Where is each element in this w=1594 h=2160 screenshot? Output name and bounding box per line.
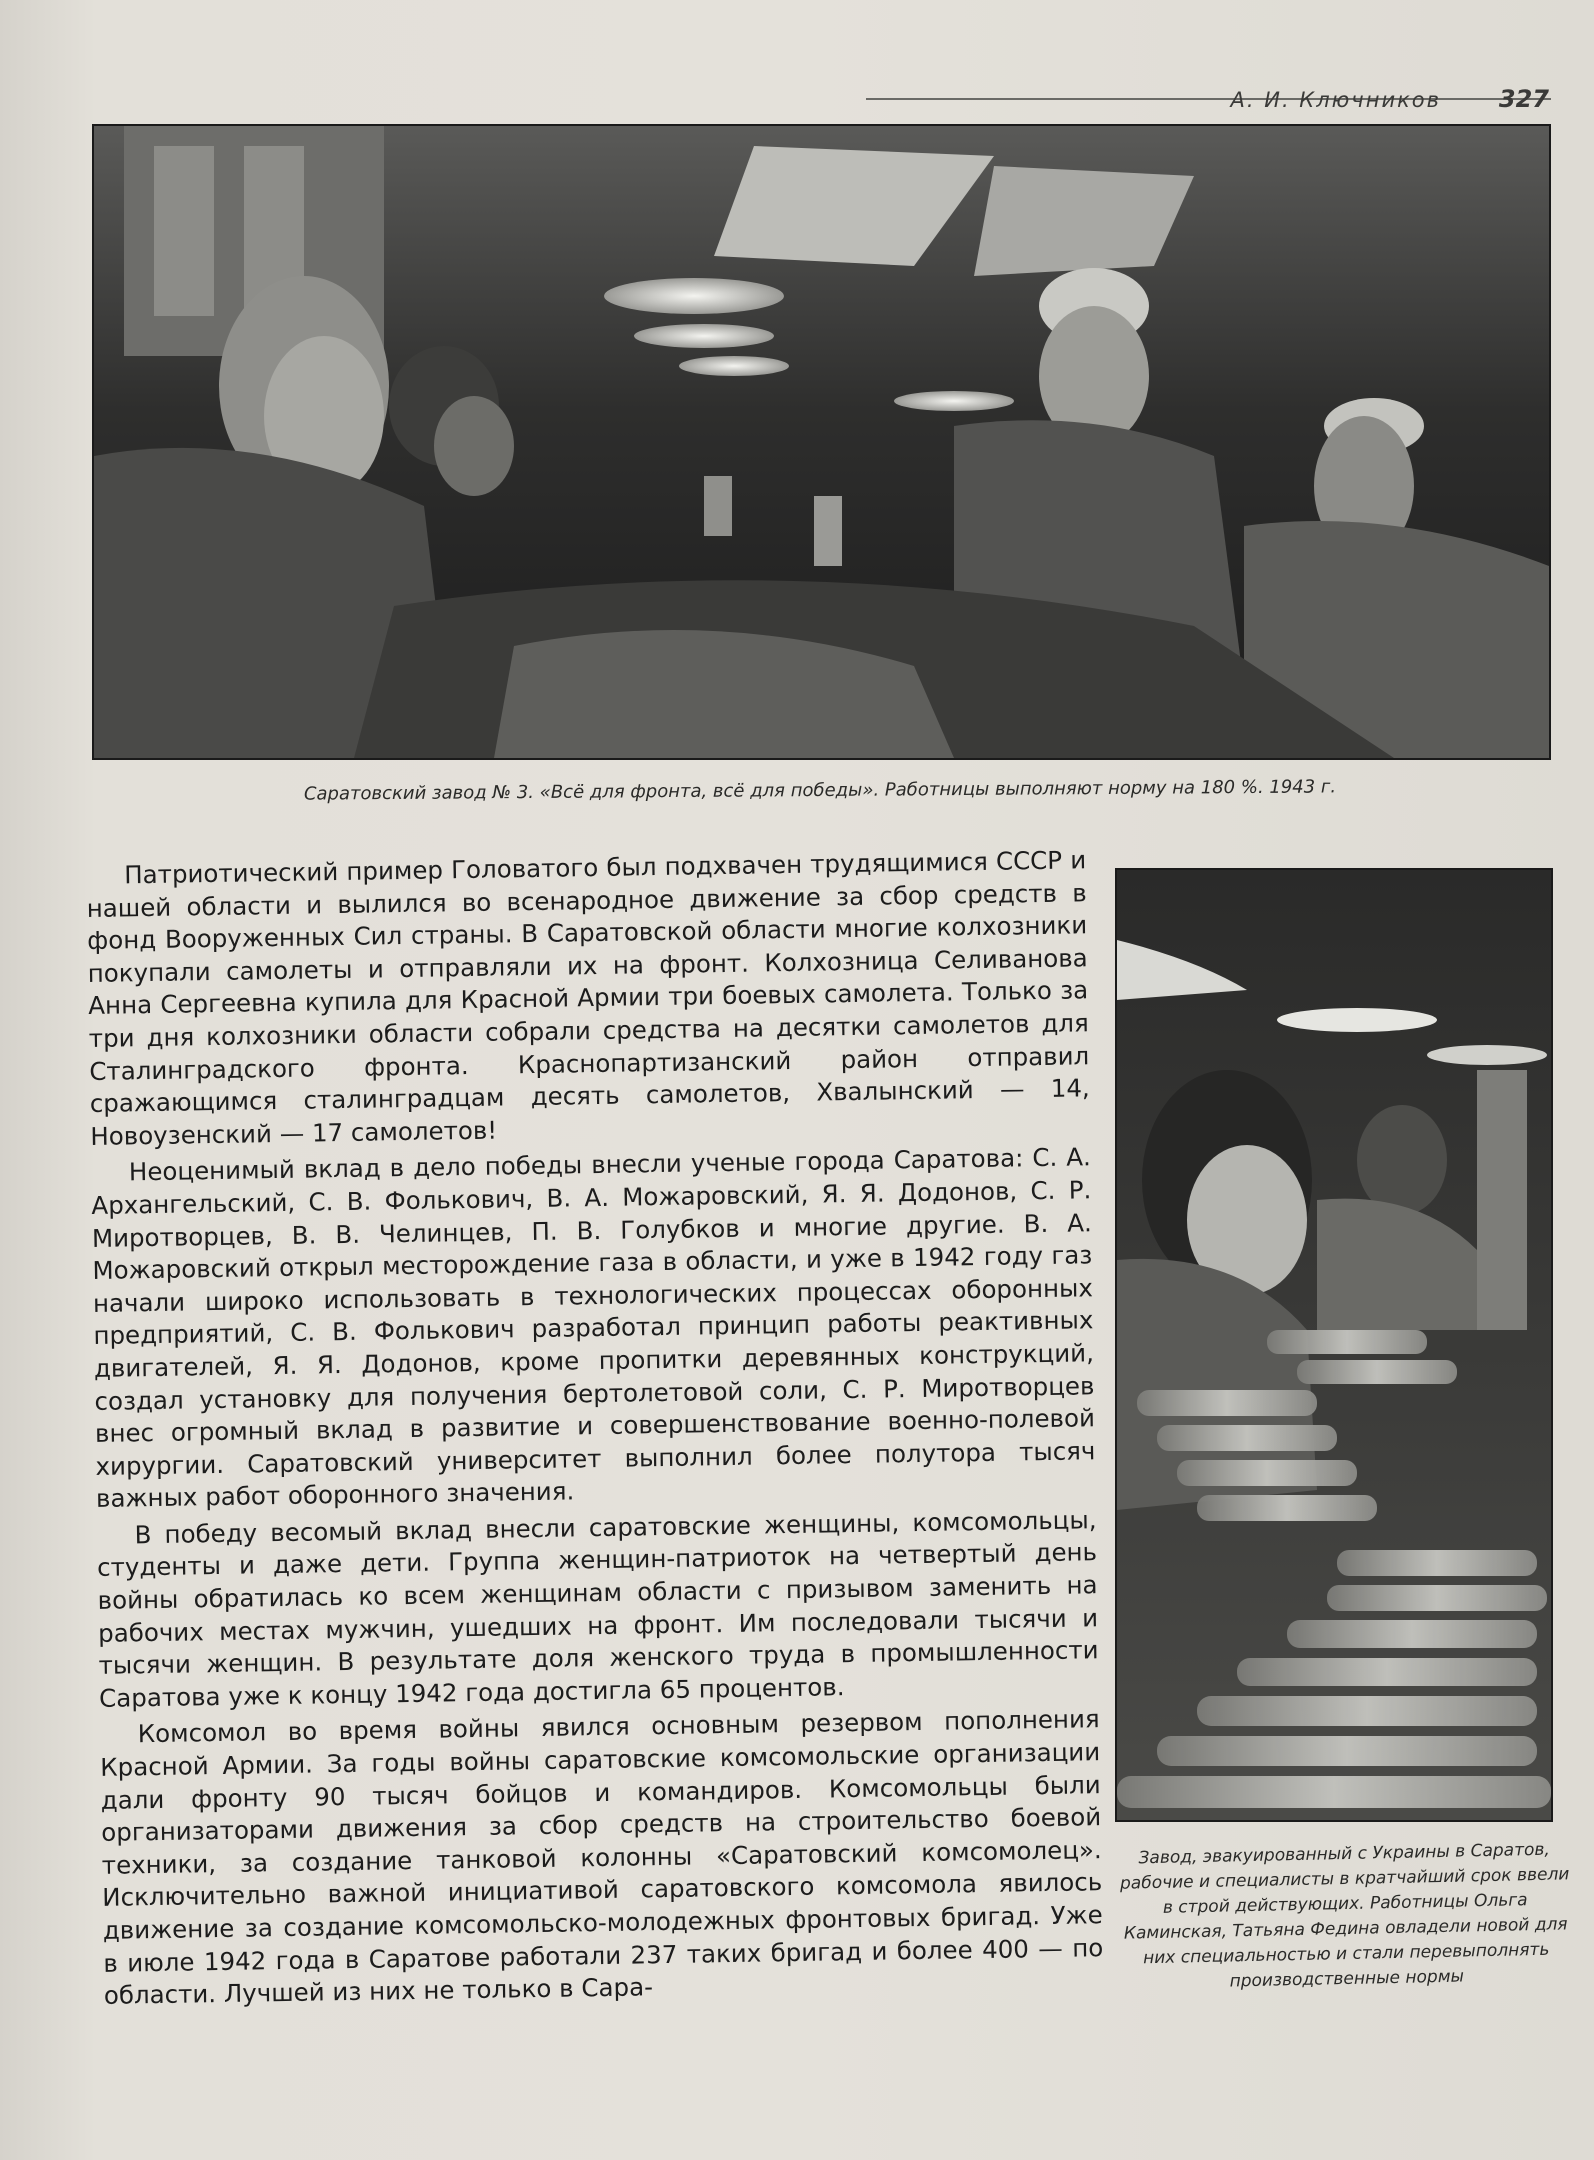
right-photo-image — [1117, 870, 1551, 1820]
right-photo — [1115, 868, 1553, 1822]
running-header — [866, 85, 1551, 124]
top-photo-caption: Саратовский завод № 3. «Всё для фронта, всё для победы». Работницы выполняют норму на 180 %. 1943 г. — [303, 776, 1337, 805]
top-photo-image — [94, 126, 1549, 758]
header-rule — [866, 98, 1551, 100]
paragraph: В победу весомый вклад внесли саратовские женщины, комсомольцы, студенты и даже дети. Группа женщин-патриоток на четвертый день войны обратилась ко всем женщинам области с призывом заменить на рабочих местах мужчин, ушедших на фронт. Им последовали тысячи и тысячи женщин. В результате доля женского труда в промышленности Саратова уже к концу 1942 года достигла 65 процентов. — [96, 1505, 1099, 1713]
top-photo — [92, 124, 1551, 760]
paragraph: Патриотический пример Головатого был подхвачен трудящимися СССР и нашей области и вылился во всенародное движение за сбор средств в фонд Вооруженных Сил страны. В Саратовской области многие колхозники покупали самолеты и отправляли их на фронт. Колхозница Селиванова Анна Сергеевна купила для Красной Армии три боевых самолета. Только за три дня колхозники области собрали средства на десятки самолетов для Сталинградского фронта. Краснопартизанский район отправил сражающимся сталинградцам десять самолетов, Хвалынский — 14, Новоузенский — 17 самолетов! — [86, 845, 1090, 1151]
header-author: А. И. Ключников — [1230, 88, 1441, 112]
article-body — [86, 844, 1104, 2012]
page-number: 327 — [1498, 85, 1549, 113]
paragraph: Комсомол во время войны явился основным резервом пополнения Красной Армии. За годы войны саратовские комсомольские организации дали фронту 90 тысяч бойцов и командиров. Комсомольцы были организаторами движения за сбор средств на строительство боевой техники, за создание танковой колонны «Саратовский комсомолец». Исключительно важной инициативой саратовского комсомола явилось движение за создание комсомольско-молодежных фронтовых бригад. Уже в июле 1942 года в Саратове работали 237 таких бригад и более 400 — по области. Лучшей из них не только в Сара- — [100, 1704, 1104, 2011]
paragraph: Неоценимый вклад в дело победы внесли ученые города Саратова: С. А. Архангельский, С. В. Фолькович, В. А. Можаровский, Я. Я. Додонов, С. Р. Миротворцев, В. В. Челинцев, П. В. Голубков и многие другие. В. А. Можаровский открыл месторождение газа в области, и уже в 1942 году газ начали широко использовать в технологических процессах оборонных предприятий, С. В. Фолькович разработал принцип работы реактивных двигателей, Я. Я. Додонов, кроме пропитки деревянных конструкций, создал установку для получения бертолетовой соли, С. Р. Миротворцев внес огромный вклад в развитие и совершенствование военно-полевой хирургии. Саратовский университет выполнил более полутора тысяч важных работ оборонного значения. — [91, 1142, 1096, 1514]
right-photo-caption: Завод, эвакуированный с Украины в Саратов, рабочие и специалисты в кратчайший срок ввели в строй действующих. Работницы Ольга Каминская, Татьяна Федина овладели новой для них специальностью и стали перевыполнять производственные нормы — [1119, 1839, 1570, 1992]
